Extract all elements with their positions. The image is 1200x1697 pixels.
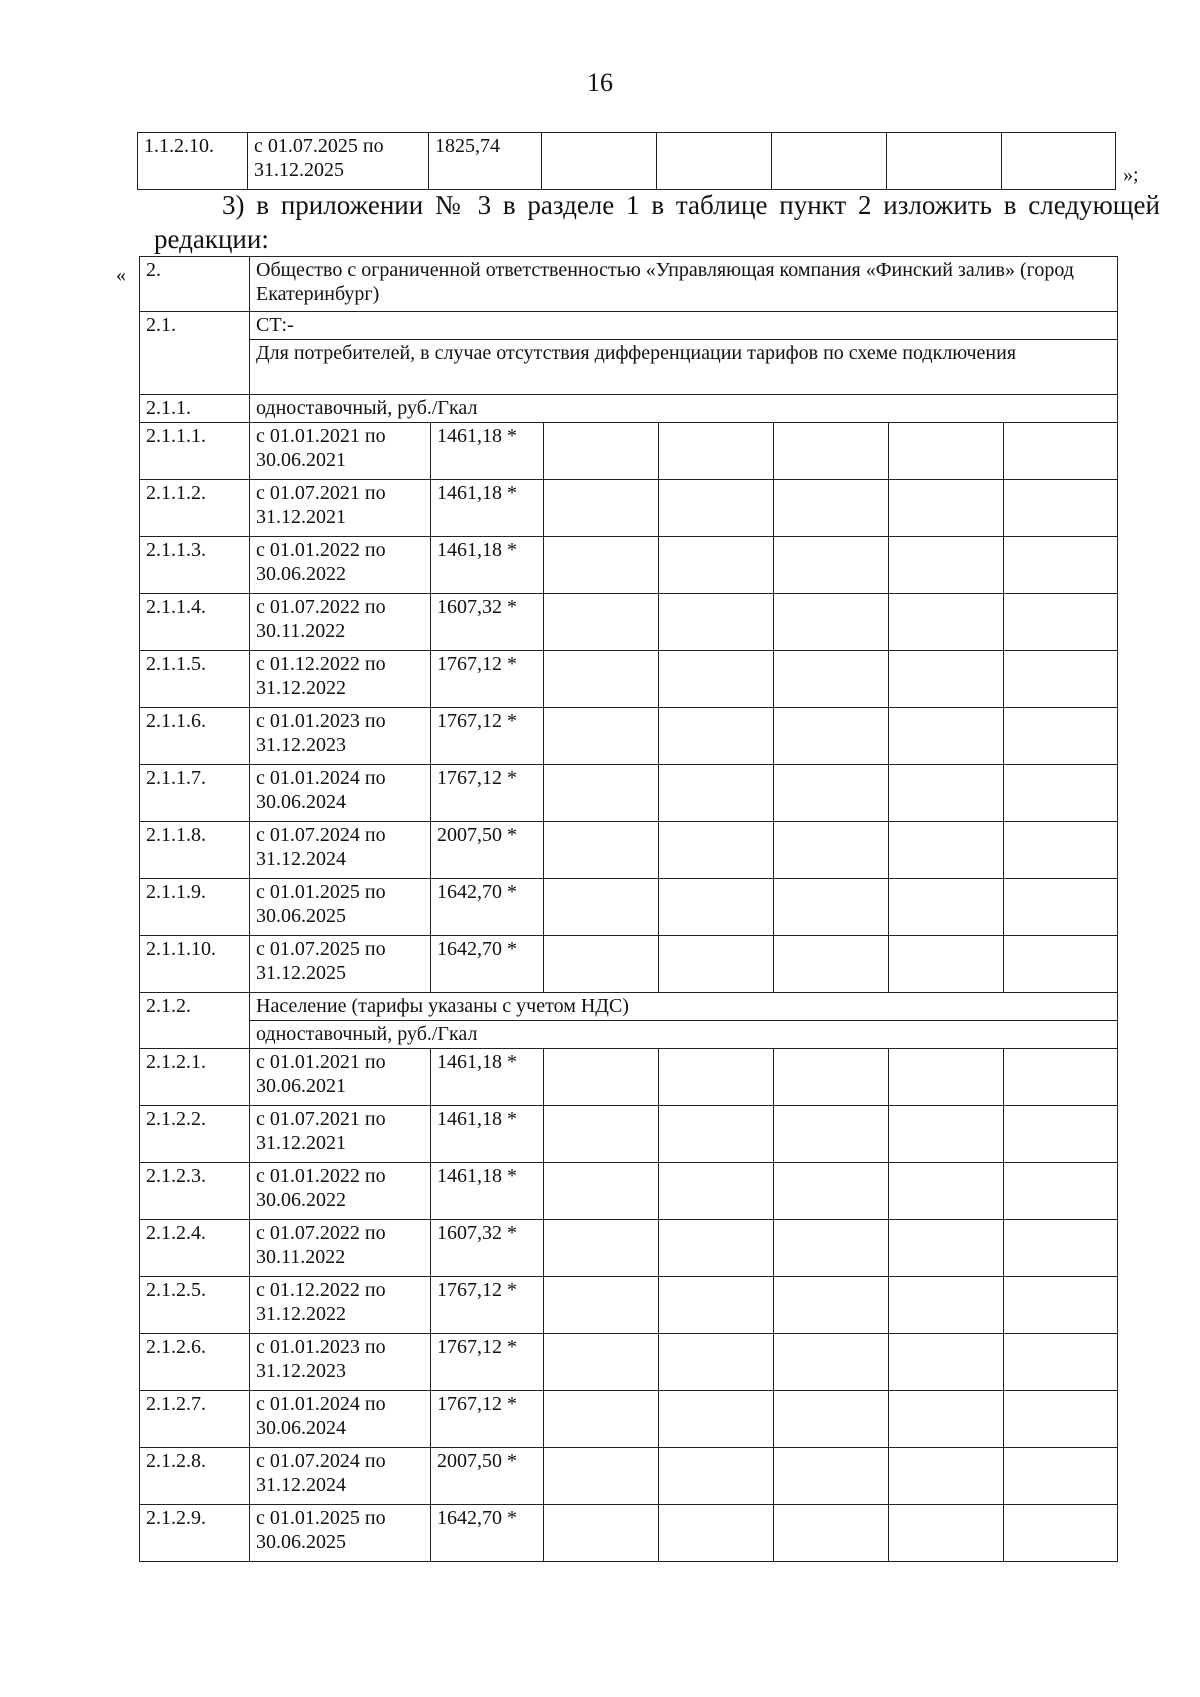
table-row (140, 1106, 1118, 1163)
row-period: с 01.07.2022 по 30.11.2022 (250, 1220, 431, 1277)
empty-cell (1002, 133, 1116, 190)
st-code: 2.1. (140, 312, 250, 395)
row-value: 1461,18 * (431, 480, 544, 537)
table-row (140, 1049, 1118, 1106)
empty-cell (889, 1505, 1004, 1562)
row-code: 2.1.2.9. (140, 1505, 250, 1562)
row-period: с 01.07.2025 по 31.12.2025 (248, 133, 429, 190)
row-value: 1825,74 (429, 133, 542, 190)
table-row (140, 480, 1118, 537)
empty-cell (659, 1448, 774, 1505)
row-code: 2.1.1.7. (140, 765, 250, 822)
row-period: с 01.01.2022 по 30.06.2022 (250, 1163, 431, 1220)
row-code: 2.1.1.5. (140, 651, 250, 708)
table-row (140, 1391, 1118, 1448)
empty-cell (1004, 651, 1118, 708)
empty-cell (544, 708, 659, 765)
empty-cell (887, 133, 1002, 190)
empty-cell (774, 1106, 889, 1163)
row-period: с 01.07.2022 по 30.11.2022 (250, 594, 431, 651)
sub2-rate-label: одноставочный, руб./Гкал (250, 1021, 1118, 1049)
empty-cell (774, 1334, 889, 1391)
empty-cell (774, 1391, 889, 1448)
empty-cell (659, 480, 774, 537)
row-period: с 01.12.2022 по 31.12.2022 (250, 651, 431, 708)
empty-cell (1004, 1277, 1118, 1334)
empty-cell (1004, 1334, 1118, 1391)
empty-cell (659, 423, 774, 480)
empty-cell (774, 708, 889, 765)
row-value: 1461,18 * (431, 537, 544, 594)
table-row (140, 1163, 1118, 1220)
table-row (140, 1277, 1118, 1334)
empty-cell (544, 1391, 659, 1448)
table-row (140, 594, 1118, 651)
empty-cell (1004, 822, 1118, 879)
closing-quote: »; (1123, 164, 1139, 186)
empty-cell (659, 879, 774, 936)
table-row (140, 993, 1118, 1021)
row-value: 1642,70 * (431, 1505, 544, 1562)
row-value: 1461,18 * (431, 1106, 544, 1163)
row-value: 1642,70 * (431, 879, 544, 936)
row-value: 1767,12 * (431, 708, 544, 765)
table-row (140, 1505, 1118, 1562)
row-value: 1767,12 * (431, 651, 544, 708)
empty-cell (659, 1106, 774, 1163)
empty-cell (544, 1448, 659, 1505)
empty-cell (1004, 1448, 1118, 1505)
empty-cell (774, 1163, 889, 1220)
row-value: 1461,18 * (431, 1049, 544, 1106)
sub2-code: 2.1.2. (140, 993, 250, 1049)
row-value: 2007,50 * (431, 1448, 544, 1505)
empty-cell (774, 1049, 889, 1106)
empty-cell (659, 1334, 774, 1391)
row-period: с 01.01.2025 по 30.06.2025 (250, 879, 431, 936)
tariff-table (139, 256, 1118, 1562)
empty-cell (544, 651, 659, 708)
empty-cell (657, 133, 772, 190)
row-code: 2.1.2.6. (140, 1334, 250, 1391)
empty-cell (774, 1220, 889, 1277)
row-period: с 01.07.2025 по 31.12.2025 (250, 936, 431, 993)
row-code: 2.1.2.7. (140, 1391, 250, 1448)
row-period: с 01.01.2025 по 30.06.2025 (250, 1505, 431, 1562)
empty-cell (544, 1277, 659, 1334)
table-row (138, 133, 1116, 190)
table-row (140, 423, 1118, 480)
empty-cell (1004, 1163, 1118, 1220)
empty-cell (544, 936, 659, 993)
row-period: с 01.01.2021 по 30.06.2021 (250, 423, 431, 480)
empty-cell (544, 423, 659, 480)
empty-cell (1004, 765, 1118, 822)
row-value: 1607,32 * (431, 1220, 544, 1277)
row-code: 2.1.2.8. (140, 1448, 250, 1505)
row-value: 2007,50 * (431, 822, 544, 879)
org-code: 2. (140, 257, 250, 312)
empty-cell (889, 1220, 1004, 1277)
empty-cell (544, 1220, 659, 1277)
empty-cell (889, 1049, 1004, 1106)
empty-cell (544, 537, 659, 594)
row-code: 2.1.2.2. (140, 1106, 250, 1163)
empty-cell (659, 708, 774, 765)
empty-cell (774, 1277, 889, 1334)
empty-cell (774, 594, 889, 651)
empty-cell (772, 133, 887, 190)
row-value: 1642,70 * (431, 936, 544, 993)
empty-cell (544, 1334, 659, 1391)
row-value: 1767,12 * (431, 1277, 544, 1334)
table-row (140, 1448, 1118, 1505)
empty-cell (774, 480, 889, 537)
empty-cell (659, 651, 774, 708)
row-period: с 01.01.2024 по 30.06.2024 (250, 765, 431, 822)
empty-cell (774, 936, 889, 993)
empty-cell (659, 765, 774, 822)
row-value: 1767,12 * (431, 1391, 544, 1448)
empty-cell (659, 1220, 774, 1277)
amendment-paragraph-end: редакции: (154, 224, 269, 254)
empty-cell (1004, 480, 1118, 537)
empty-cell (1004, 423, 1118, 480)
empty-cell (889, 537, 1004, 594)
row-code: 2.1.1.6. (140, 708, 250, 765)
empty-cell (774, 537, 889, 594)
empty-cell (544, 1106, 659, 1163)
row-code: 2.1.2.3. (140, 1163, 250, 1220)
empty-cell (774, 879, 889, 936)
table-row (140, 312, 1118, 340)
empty-cell (544, 1163, 659, 1220)
empty-cell (889, 1277, 1004, 1334)
opening-quote: « (116, 264, 126, 286)
table-row (140, 651, 1118, 708)
empty-cell (1004, 1106, 1118, 1163)
row-code: 2.1.1.10. (140, 936, 250, 993)
empty-cell (1004, 879, 1118, 936)
table-row (140, 257, 1118, 312)
empty-cell (889, 879, 1004, 936)
empty-cell (1004, 537, 1118, 594)
empty-cell (659, 1049, 774, 1106)
empty-cell (544, 822, 659, 879)
empty-cell (889, 1106, 1004, 1163)
row-code: 2.1.1.8. (140, 822, 250, 879)
empty-cell (889, 1391, 1004, 1448)
empty-cell (659, 1163, 774, 1220)
row-period: с 01.12.2022 по 31.12.2022 (250, 1277, 431, 1334)
empty-cell (889, 651, 1004, 708)
row-period: с 01.01.2023 по 31.12.2023 (250, 708, 431, 765)
row-period: с 01.01.2022 по 30.06.2022 (250, 537, 431, 594)
page-number: 16 (587, 68, 613, 97)
row-code: 2.1.2.1. (140, 1049, 250, 1106)
empty-cell (889, 1334, 1004, 1391)
empty-cell (659, 1391, 774, 1448)
table-row (140, 822, 1118, 879)
empty-cell (774, 822, 889, 879)
sub1-label: одноставочный, руб./Гкал (250, 395, 1118, 423)
empty-cell (889, 708, 1004, 765)
empty-cell (889, 480, 1004, 537)
empty-cell (889, 423, 1004, 480)
row-code: 2.1.1.3. (140, 537, 250, 594)
row-period: с 01.01.2021 по 30.06.2021 (250, 1049, 431, 1106)
empty-cell (1004, 1505, 1118, 1562)
row-period: с 01.01.2023 по 31.12.2023 (250, 1334, 431, 1391)
empty-cell (774, 765, 889, 822)
empty-cell (542, 133, 657, 190)
empty-cell (544, 879, 659, 936)
table-row (140, 1220, 1118, 1277)
empty-cell (889, 1448, 1004, 1505)
empty-cell (659, 1277, 774, 1334)
empty-cell (544, 1049, 659, 1106)
row-value: 1461,18 * (431, 1163, 544, 1220)
empty-cell (659, 594, 774, 651)
empty-cell (544, 765, 659, 822)
empty-cell (889, 822, 1004, 879)
empty-cell (1004, 1220, 1118, 1277)
row-period: с 01.07.2021 по 31.12.2021 (250, 480, 431, 537)
empty-cell (544, 1505, 659, 1562)
table-row (140, 1021, 1118, 1049)
sub1-code: 2.1.1. (140, 395, 250, 423)
row-period: с 01.07.2024 по 31.12.2024 (250, 1448, 431, 1505)
row-code: 2.1.1.1. (140, 423, 250, 480)
table-row (140, 936, 1118, 993)
empty-cell (659, 1505, 774, 1562)
empty-cell (1004, 708, 1118, 765)
empty-cell (1004, 936, 1118, 993)
amendment-paragraph: 3) в приложении № 3 в разделе 1 в таблице пункт 2 изложить в следующей (222, 190, 1160, 220)
empty-cell (1004, 594, 1118, 651)
org-name: Общество с ограниченной ответственностью «Управляющая компания «Финский залив» (город Екатеринбург) (250, 257, 1118, 312)
row-period: с 01.07.2021 по 31.12.2021 (250, 1106, 431, 1163)
empty-cell (659, 537, 774, 594)
table-row (140, 395, 1118, 423)
table-row (140, 879, 1118, 936)
sub2-label: Население (тарифы указаны с учетом НДС) (250, 993, 1118, 1021)
empty-cell (774, 651, 889, 708)
empty-cell (1004, 1391, 1118, 1448)
empty-cell (774, 1505, 889, 1562)
empty-cell (1004, 1049, 1118, 1106)
empty-cell (544, 594, 659, 651)
row-code: 2.1.2.5. (140, 1277, 250, 1334)
empty-cell (889, 1163, 1004, 1220)
row-code: 2.1.1.9. (140, 879, 250, 936)
empty-cell (774, 423, 889, 480)
table-row (140, 1334, 1118, 1391)
empty-cell (659, 822, 774, 879)
empty-cell (889, 765, 1004, 822)
empty-cell (659, 936, 774, 993)
row-code: 2.1.1.4. (140, 594, 250, 651)
row-code: 1.1.2.10. (138, 133, 248, 190)
empty-cell (889, 594, 1004, 651)
table-row (140, 340, 1118, 395)
table-row (140, 708, 1118, 765)
st-label: СТ:- (250, 312, 1118, 340)
empty-cell (544, 480, 659, 537)
empty-cell (889, 936, 1004, 993)
empty-cell (774, 1448, 889, 1505)
row-value: 1607,32 * (431, 594, 544, 651)
previous-table-fragment (137, 132, 1116, 190)
row-period: с 01.01.2024 по 30.06.2024 (250, 1391, 431, 1448)
row-value: 1767,12 * (431, 765, 544, 822)
table-row (140, 537, 1118, 594)
row-code: 2.1.1.2. (140, 480, 250, 537)
consumers-label: Для потребителей, в случае отсутствия дифференциации тарифов по схеме подключения (250, 340, 1118, 395)
row-code: 2.1.2.4. (140, 1220, 250, 1277)
row-value: 1461,18 * (431, 423, 544, 480)
table-row (140, 765, 1118, 822)
row-period: с 01.07.2024 по 31.12.2024 (250, 822, 431, 879)
row-value: 1767,12 * (431, 1334, 544, 1391)
